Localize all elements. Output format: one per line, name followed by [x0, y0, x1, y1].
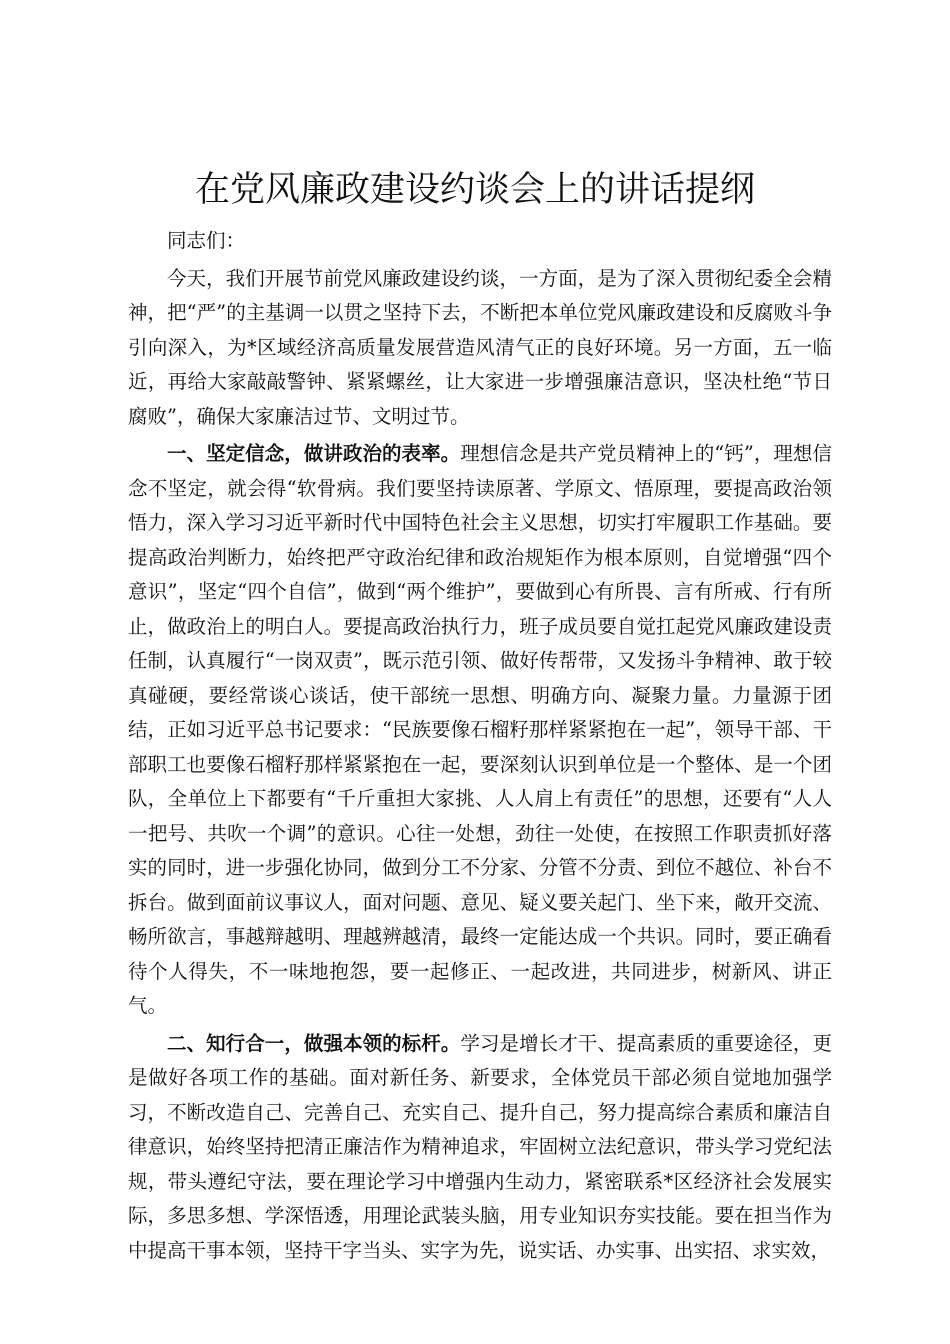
document-title: 在党风廉政建设约谈会上的讲话提纲 [194, 170, 755, 210]
document-body [128, 224, 832, 1268]
section-2-text: 学习是增长才干、提高素质的重要途径，更是做好各项工作的基础。面对新任务、新要求，全体党员干部必须自觉地加强学习，不断改造自己、完善自己、充实自己、提升自己，努力提高综合素质和廉洁自律意识，始终坚持把清正廉洁作为精神追求，牢固树立法纪意识，带头学习党纪法规，带头遵纪守法，要在理论学习中增强内生动力，紧密联系*区经济社会发展实际，多思多想、学深悟透，用理论武装头脑，用专业知识夯实技能。要在担当作为中提高干事本领，坚持干字当头、实字为先，说实话、办实事、出实招、求实效， [128, 1031, 832, 1262]
section-1-heading: 一、坚定信念，做讲政治的表率。 [167, 442, 461, 465]
section-2-paragraph [128, 1027, 832, 1269]
section-1-paragraph [128, 437, 832, 1024]
section-2-heading: 二、知行合一，做强本领的标杆。 [167, 1031, 461, 1055]
section-1-text: 理想信念是共产党员精神上的“钙”，理想信念不坚定，就会得“软骨病。我们要坚持读原著、学原文、悟原理，要提高政治领悟力，深入学习习近平新时代中国特色社会主义思想，切实打牢履职工作基础。要提高政治判断力，始终把严守政治纪律和政治规矩作为根本原则，自觉增强“四个意识”，坚定“四个自信”，做到“两个维护”，要做到心有所畏、言有所戒、行有所止，做政治上的明白人。要提高政治执行力，班子成员要自觉扛起党风廉政建设责任制，认真履行“一岗双责”，既示范引领、做好传帮带，又发扬斗争精神、敢于较真碰硬，要经常谈心谈话，使干部统一思想、明确方向、凝聚力量。力量源于团结，正如习近平总书记要求：“民族要像石榴籽那样紧紧抱在一起”，领导干部、干部职工也要像石榴籽那样紧紧抱在一起，要深刻认识到单位是一个整体、是一个团队，全单位上下都要有“千斤重担大家挑、人人肩上有责任”的思想，还要有“人人一把号、共吹一个调”的意识。心往一处想，劲往一处使，在按照工作职责抓好落实的同时，进一步强化协同，做到分工不分家、分管不分责、到位不越位、补台不拆台。做到面前议事议人，面对问题、意见、疑义要关起门、坐下来，敞开交流、畅所欲言，事越辩越明、理越辨越清，最终一定能达成一个共识。同时，要正确看待个人得失，不一味地抱怨，要一起修正、一起改进，共同进步，树新风、讲正气。 [128, 442, 832, 1017]
salutation: 同志们： [167, 229, 246, 252]
intro-paragraph: 今天，我们开展节前党风廉政建设约谈，一方面，是为了深入贯彻纪委全会精神，把“严”的主基调一以贯之坚持下去，不断把本单位党风廉政建设和反腐败斗争引向深入，为*区域经济高质量发展营造风清气正的良好环境。另一方面，五一临近，再给大家敲敲警钟、紧紧螺丝，让大家进一步增强廉洁意识，坚决杜绝“节日腐败”，确保大家廉洁过节、文明过节。 [128, 266, 832, 428]
